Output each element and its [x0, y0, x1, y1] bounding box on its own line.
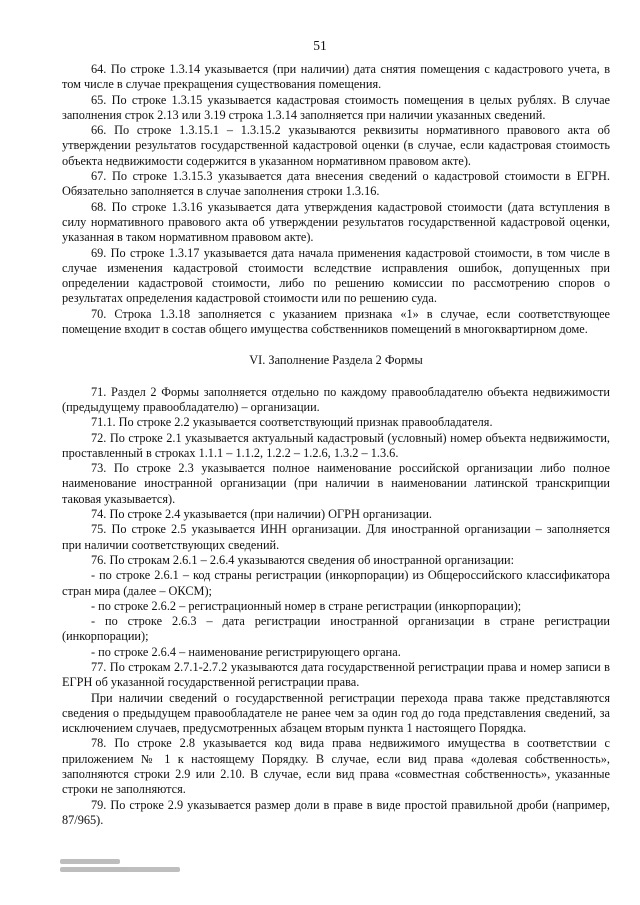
paragraph-73: 73. По строке 2.3 указывается полное наименование российской организации либо полное наименование иностранной организации (при наличии в наименовании латинской транскрипции таковая указывается).: [62, 461, 610, 506]
page-number: 51: [313, 38, 327, 53]
list-item-2-6-1: - по строке 2.6.1 – код страны регистрации (инкорпорации) из Общероссийского классификатора стран мира (далее – ОКСМ);: [62, 568, 610, 598]
list-item-2-6-2: - по строке 2.6.2 – регистрационный номер в стране регистрации (инкорпорации);: [91, 598, 522, 613]
paragraph-64: 64. По строке 1.3.14 указывается (при наличии) дата снятия помещения с кадастрового учета, в том числе в случае прекращения существования помещения.: [62, 62, 610, 92]
paragraph-68: 68. По строке 1.3.16 указывается дата утверждения кадастровой стоимости (дата вступления в силу нормативного правового акта об утверждении результатов государственной кадастровой оценки, указанная в таком нормативном правовом акте).: [62, 199, 610, 245]
paragraph-76: 76. По строкам 2.6.1 – 2.6.4 указываются сведения об иностранной организации:: [91, 552, 515, 567]
paragraph-65: 65. По строке 1.3.15 указывается кадастровая стоимость помещения в целых рублях. В случае заполнения строк 2.13 или 3.19 строка 1.3.14 заполняется при наличии указанных сведений.: [62, 92, 610, 122]
paragraph-77: 77. По строкам 2.7.1-2.7.2 указываются дата государственной регистрации права и номер записи в ЕГРН об указанной государственной регистрации права.: [62, 659, 610, 690]
paragraph-69: 69. По строке 1.3.17 указывается дата начала применения кадастровой стоимости, в том числе в случае изменения кадастровой стоимости вследствие исправления ошибок, допущенных при определении кадастровой стоимости, либо по решению комиссии по рассмотрению споров о результатах определения кадастровой стоимости или по решению суда.: [62, 245, 610, 306]
paragraph-77-note: При наличии сведений о государственной регистрации перехода права также представляются сведения о предыдущем правообладателе не ранее чем за один год до года представления сведений, за исключением случаев, предусмотренных абзацем вторым пункта 1 настоящего Порядка.: [62, 690, 610, 736]
paragraph-79: 79. По строке 2.9 указывается размер доли в праве в виде простой правильной дроби (например, 87/965).: [62, 797, 610, 827]
paragraph-78: 78. По строке 2.8 указывается код вида права недвижимого имущества в соответствии с приложением № 1 к настоящему Порядку. В случае, если вид права «долевая собственность», заполняются строки 2.9 или 2.10. В случае, если вид права «совместная собственность», указанные строки не заполняются.: [62, 736, 610, 797]
list-item-2-6-4: - по строке 2.6.4 – наименование регистрирующего органа.: [91, 644, 401, 659]
paragraph-72: 72. По строке 2.1 указывается актуальный кадастровый (условный) номер объекта недвижимости, проставленный в строках 1.1.1 – 1.1.2, 1.2.2 – 1.2.6, 1.3.2 – 1.3.6.: [62, 430, 610, 460]
document-body: [62, 62, 610, 828]
paragraph-70: 70. Строка 1.3.18 заполняется с указанием признака «1» в случае, если соответствующее помещение входит в состав общего имущества собственников помещений в многоквартирном доме.: [62, 306, 610, 337]
list-item-2-6-3: - по строке 2.6.3 – дата регистрации иностранной организации в стране регистрации (инкорпорации);: [62, 614, 610, 644]
paragraph-67: 67. По строке 1.3.15.3 указывается дата внесения сведений о кадастровой стоимости в ЕГРН. Обязательно заполняется в случае заполнения строки 1.3.16.: [62, 169, 610, 199]
document-stamp: [60, 856, 200, 882]
paragraph-74: 74. По строке 2.4 указывается (при наличии) ОГРН организации.: [91, 507, 432, 522]
section-heading: VI. Заполнение Раздела 2 Формы: [249, 353, 423, 368]
paragraph-71: 71. Раздел 2 Формы заполняется отдельно по каждому правообладателю объекта недвижимости (предыдущему правообладателю) – организации.: [62, 384, 610, 414]
paragraph-75: 75. По строке 2.5 указывается ИНН организации. Для иностранной организации – заполняется при наличии соответствующих сведений.: [62, 522, 610, 552]
paragraph-66: 66. По строке 1.3.15.1 – 1.3.15.2 указываются реквизиты нормативного правового акта об утверждении результатов государственной кадастровой оценки (в случае, если кадастровая стоимость объекта недвижимости содержится в указанном нормативном правовом акте).: [62, 123, 610, 168]
paragraph-71-1: 71.1. По строке 2.2 указывается соответствующий признак правообладателя.: [91, 415, 493, 430]
